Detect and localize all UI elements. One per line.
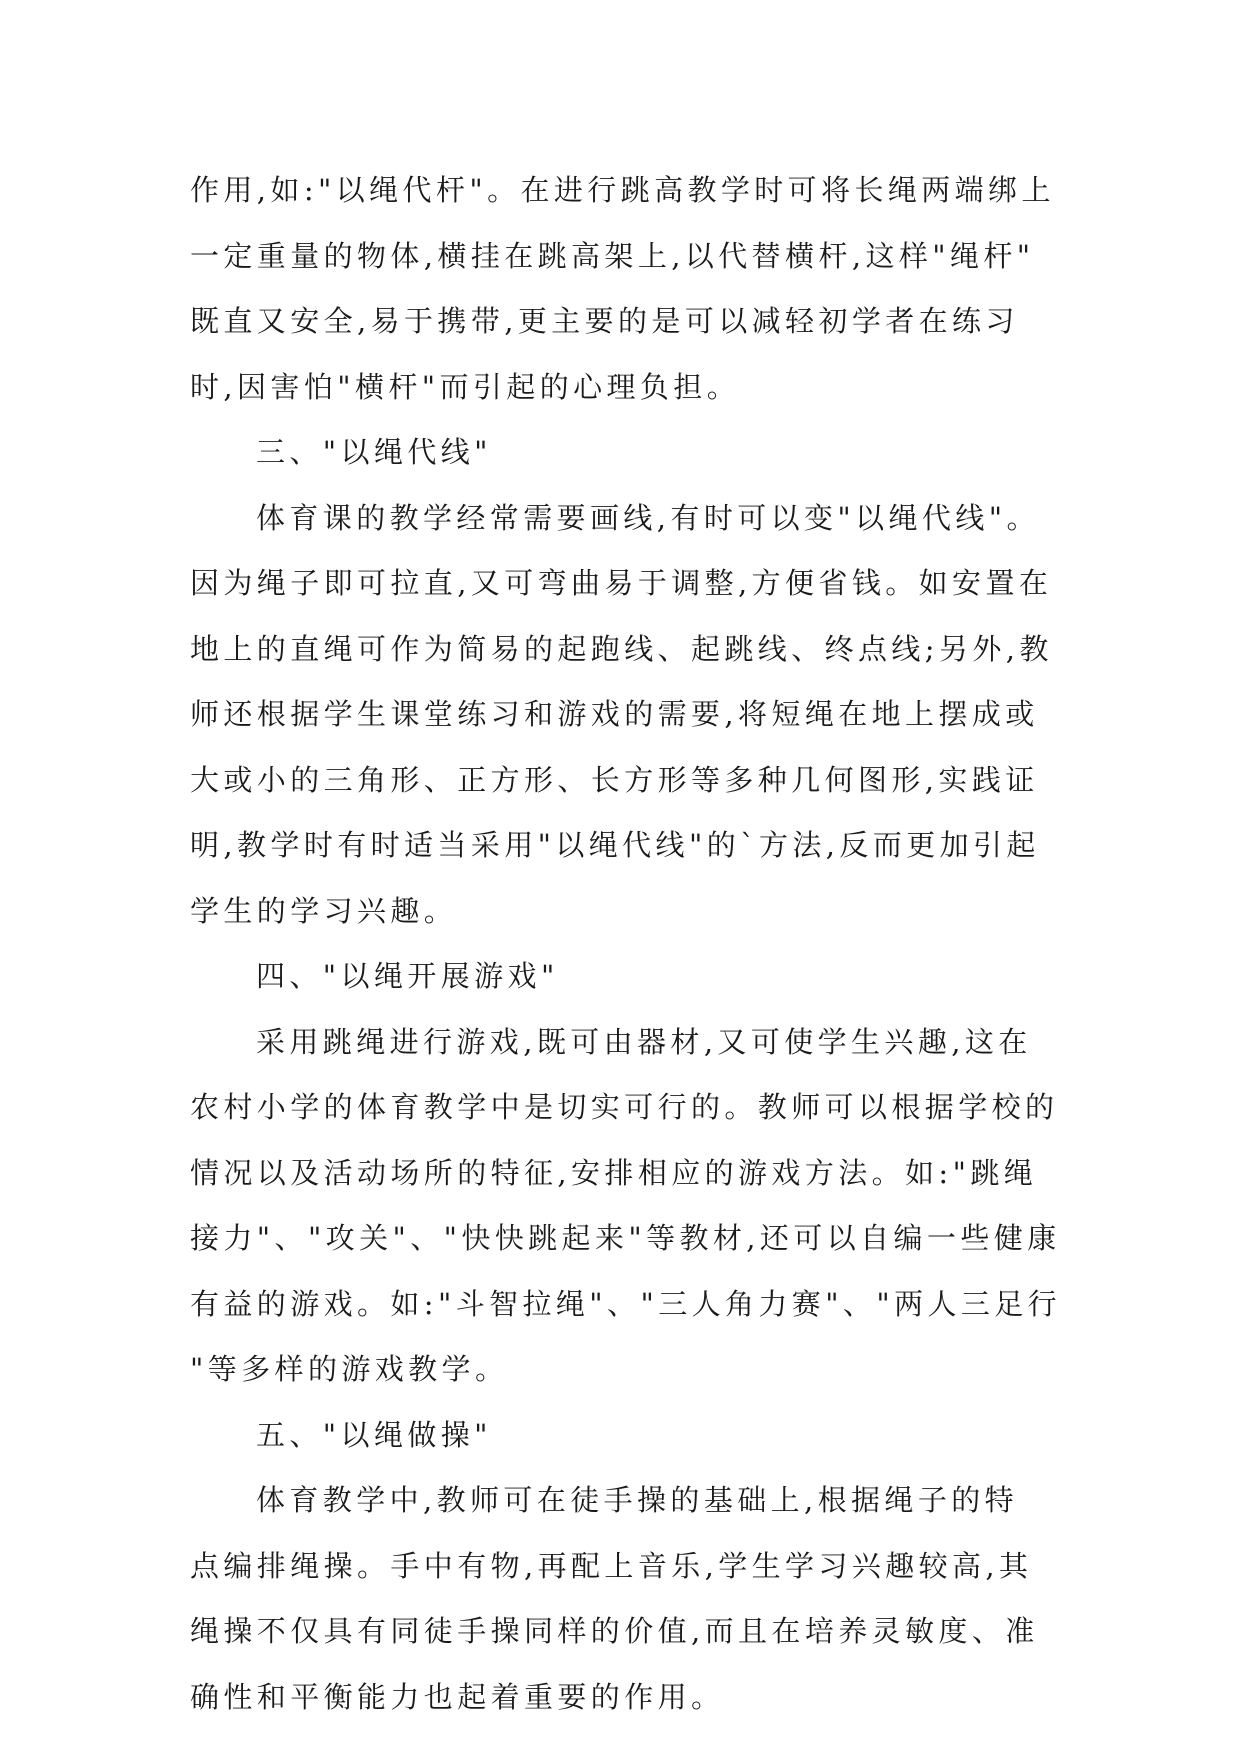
text-line: 学生的学习兴趣。	[190, 893, 458, 928]
text-line: 时,因害怕"横杆"而引起的心理负担。	[190, 369, 741, 404]
text-line: 农村小学的体育教学中是切实可行的。教师可以根据学校的	[190, 1090, 1059, 1124]
text-line: 采用跳绳进行游戏,既可由器材,又可使学生兴趣,这在	[256, 1024, 1032, 1059]
text-line: 确性和平衡能力也起着重要的作用。	[190, 1679, 725, 1714]
document-body	[190, 158, 1062, 1730]
text-line: 地上的直绳可作为简易的起跑线、起跳线、终点线;另外,教	[190, 631, 1053, 666]
text-line: 明,教学时有时适当采用"以绳代线"的`方法,反而更加引起	[190, 828, 1040, 862]
text-line: 大或小的三角形、正方形、长方形等多种几何图形,实践证	[190, 762, 1039, 797]
text-line: 点编排绳操。手中有物,再配上音乐,学生学习兴趣较高,其	[190, 1548, 1033, 1583]
text-line: "等多样的游戏教学。	[190, 1352, 509, 1386]
text-line: 师还根据学生课堂练习和游戏的需要,将短绳在地上摆成或	[190, 697, 1039, 731]
text-line: 四、"以绳开展游戏"	[256, 959, 559, 993]
text-line: 体育课的教学经常需要画线,有时可以变"以绳代线"。	[256, 500, 1040, 535]
text-line: 接力"、"攻关"、"快快跳起来"等教材,还可以自编一些健康	[190, 1221, 1061, 1255]
text-line: 三、"以绳代线"	[256, 435, 492, 469]
text-line: 绳操不仅具有同徒手操同样的价值,而且在培养灵敏度、准	[190, 1614, 1039, 1648]
text-line: 既直又安全,易于携带,更主要的是可以减轻初学者在练习	[190, 304, 1019, 338]
text-line: 体育教学中,教师可在徒手操的基础上,根据绳子的特	[256, 1483, 1019, 1517]
text-line: 作用,如:"以绳代杆"。在进行跳高教学时可将长绳两端绑上	[190, 173, 1055, 207]
text-line: 情况以及活动场所的特征,安排相应的游戏方法。如:"跳绳	[190, 1155, 1038, 1190]
text-line: 五、"以绳做操"	[256, 1417, 492, 1452]
text-line: 有益的游戏。如:"斗智拉绳"、"三人角力赛"、"两人三足行	[190, 1286, 1062, 1321]
text-line: 一定重量的物体,横挂在跳高架上,以代替横杆,这样"绳杆"	[190, 238, 1035, 273]
text-line: 因为绳子即可拉直,又可弯曲易于调整,方便省钱。如安置在	[190, 566, 1053, 600]
